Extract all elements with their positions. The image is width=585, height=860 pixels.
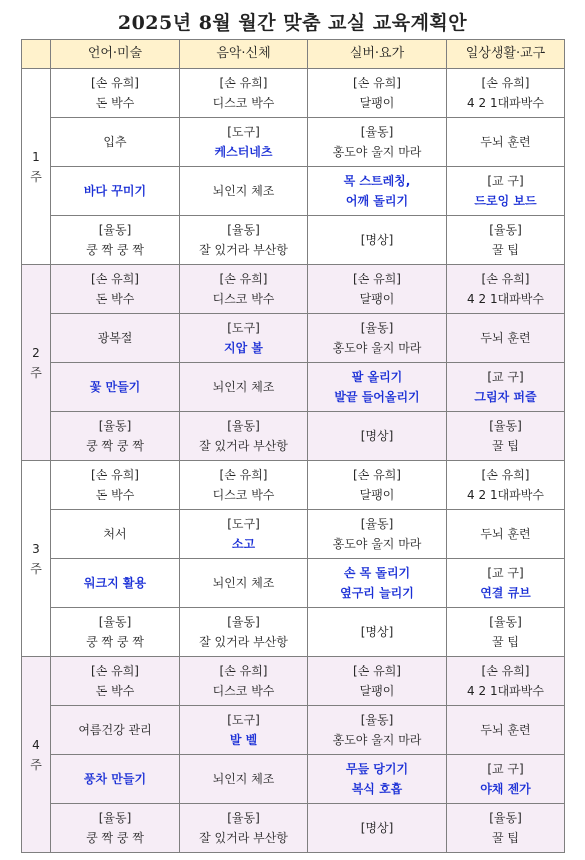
activity-text: 쿵 짝 쿵 짝: [86, 831, 144, 845]
activity-text: 달팽이: [359, 488, 395, 502]
activity-text: 달팽이: [359, 96, 395, 110]
activity-text: 뇌인지 체조: [212, 576, 275, 590]
activity-text: [율동]: [489, 419, 522, 433]
corner-header: [22, 40, 51, 69]
activity-cell: [308, 755, 447, 804]
activity-text: [율동]: [360, 517, 394, 531]
activity-text: [교 구]: [487, 762, 524, 776]
activity-cell: [447, 461, 565, 510]
activity-text: [명상]: [360, 429, 394, 443]
week-label: [22, 657, 51, 853]
week-label-text: 주: [30, 757, 42, 772]
activity-text: [율동]: [227, 615, 260, 629]
activity-cell: [447, 559, 565, 608]
activity-text: [손 유희]: [219, 272, 268, 286]
activity-text: 처서: [103, 527, 127, 541]
activity-text: 뇌인지 체조: [212, 184, 275, 198]
week-label: [22, 461, 51, 657]
page-title: 2025년 8월 월간 맞춤 교실 교육계획안: [117, 12, 468, 34]
activity-cell: [447, 755, 565, 804]
activity-cell: [308, 657, 447, 706]
activity-cell: [447, 69, 565, 118]
activity-cell: [308, 265, 447, 314]
activity-cell: [308, 216, 447, 265]
week-block-1: [22, 69, 565, 265]
activity-text: [율동]: [98, 615, 132, 629]
table-row: [22, 167, 565, 216]
activity-highlight-text: 케스터네츠: [214, 145, 273, 159]
column-header-music-body: 음악·신체: [180, 40, 308, 69]
activity-text: 꿀 팁: [492, 439, 519, 453]
activity-text: 디스코 박수: [212, 96, 275, 110]
activity-text: 두뇌 훈련: [480, 723, 531, 737]
week-label: [22, 69, 51, 265]
activity-text: [율동]: [98, 223, 132, 237]
activity-cell: [308, 412, 447, 461]
activity-text: 꿀 팁: [492, 831, 519, 845]
activity-cell: [51, 314, 180, 363]
activity-cell: [180, 706, 308, 755]
table-row: [22, 657, 565, 706]
table-row: [22, 363, 565, 412]
activity-highlight-text: 목 스트레칭,: [343, 174, 411, 188]
activity-text: 홍도야 울지 마라: [332, 537, 422, 551]
week-label-text: 주: [30, 169, 42, 184]
table-row: [22, 69, 565, 118]
week-block-2: [22, 265, 565, 461]
activity-text: [손 유희]: [91, 468, 139, 482]
activity-cell: [180, 265, 308, 314]
activity-cell: [51, 804, 180, 853]
activity-cell: [447, 118, 565, 167]
activity-text: [율동]: [227, 811, 260, 825]
activity-cell: [308, 559, 447, 608]
week-block-3: [22, 461, 565, 657]
activity-text: [교 구]: [487, 566, 524, 580]
activity-cell: [447, 265, 565, 314]
activity-text: 홍도야 울지 마라: [332, 145, 422, 159]
activity-cell: [308, 461, 447, 510]
activity-highlight-text: 팔 올리기: [351, 370, 403, 384]
week-label-text: 주: [30, 561, 42, 576]
week-label-text: 4: [32, 737, 40, 752]
activity-text: 4 2 1대파박수: [467, 684, 544, 698]
table-row: [22, 804, 565, 853]
column-header-daily-life: 일상생활·교구: [447, 40, 565, 69]
activity-text: 4 2 1대파박수: [467, 292, 544, 306]
activity-text: 쿵 짝 쿵 짝: [86, 635, 144, 649]
activity-text: [율동]: [360, 713, 394, 727]
activity-text: [손 유희]: [353, 468, 401, 482]
activity-text: 디스코 박수: [212, 684, 275, 698]
activity-text: 홍도야 울지 마라: [332, 341, 422, 355]
activity-text: 돈 박수: [95, 292, 135, 306]
activity-highlight-text: 소고: [231, 537, 256, 551]
activity-text: [명상]: [360, 233, 394, 247]
activity-text: [율동]: [227, 223, 260, 237]
activity-highlight-text: 풍차 만들기: [83, 772, 147, 786]
activity-text: 잘 있거라 부산항: [199, 635, 288, 649]
activity-text: [율동]: [360, 321, 394, 335]
activity-text: [도구]: [227, 517, 260, 531]
activity-cell: [180, 69, 308, 118]
activity-cell: [180, 461, 308, 510]
activity-text: [율동]: [360, 125, 394, 139]
table-row: [22, 216, 565, 265]
activity-text: [명상]: [360, 821, 394, 835]
activity-text: [손 유희]: [219, 76, 268, 90]
activity-text: [손 유희]: [91, 272, 139, 286]
activity-cell: [308, 118, 447, 167]
activity-text: [손 유희]: [91, 76, 139, 90]
activity-cell: [447, 216, 565, 265]
table-row: [22, 412, 565, 461]
activity-cell: [51, 510, 180, 559]
activity-cell: [308, 363, 447, 412]
table-row: [22, 461, 565, 510]
table-row: [22, 755, 565, 804]
activity-cell: [51, 216, 180, 265]
activity-text: 돈 박수: [95, 488, 135, 502]
activity-cell: [447, 167, 565, 216]
activity-highlight-text: 무듶 당기기: [345, 762, 409, 776]
activity-cell: [180, 804, 308, 853]
activity-cell: [180, 167, 308, 216]
activity-highlight-text: 발 벨: [229, 733, 258, 747]
activity-cell: [51, 69, 180, 118]
activity-text: 쿵 짝 쿵 짝: [86, 243, 144, 257]
activity-highlight-text: 지압 볼: [224, 341, 263, 355]
activity-cell: [180, 412, 308, 461]
activity-text: [교 구]: [487, 174, 524, 188]
activity-text: [도구]: [227, 125, 260, 139]
lesson-plan-table: [21, 39, 565, 853]
activity-cell: [308, 167, 447, 216]
table-row: [22, 608, 565, 657]
activity-highlight-text: 꽃 만들기: [89, 380, 141, 394]
activity-text: [도구]: [227, 713, 260, 727]
activity-text: [율동]: [489, 615, 522, 629]
activity-text: [율동]: [489, 811, 522, 825]
activity-text: 두뇌 훈련: [480, 135, 531, 149]
activity-cell: [180, 510, 308, 559]
week-block-4: [22, 657, 565, 853]
activity-cell: [180, 559, 308, 608]
activity-cell: [308, 706, 447, 755]
activity-cell: [51, 461, 180, 510]
activity-text: [도구]: [227, 321, 260, 335]
activity-cell: [447, 657, 565, 706]
activity-text: 디스코 박수: [212, 488, 275, 502]
week-label-text: 2: [32, 345, 40, 360]
activity-text: 뇌인지 체조: [212, 380, 275, 394]
activity-cell: [51, 363, 180, 412]
activity-text: [손 유희]: [481, 664, 530, 678]
activity-cell: [51, 412, 180, 461]
activity-cell: [308, 69, 447, 118]
activity-highlight-text: 연결 큐브: [480, 586, 531, 600]
column-header-silver-yoga: 실버·요가: [308, 40, 447, 69]
activity-cell: [180, 314, 308, 363]
activity-text: 쿵 짝 쿵 짝: [86, 439, 144, 453]
activity-text: 여름건강 관리: [78, 723, 152, 737]
activity-cell: [180, 216, 308, 265]
activity-cell: [308, 608, 447, 657]
activity-cell: [51, 167, 180, 216]
activity-cell: [447, 608, 565, 657]
activity-cell: [180, 755, 308, 804]
activity-cell: [308, 314, 447, 363]
activity-cell: [447, 412, 565, 461]
activity-highlight-text: 워크지 활용: [83, 576, 147, 590]
activity-text: [율동]: [98, 811, 132, 825]
activity-text: 4 2 1대파박수: [467, 96, 544, 110]
activity-cell: [308, 510, 447, 559]
activity-text: 달팽이: [359, 292, 395, 306]
activity-highlight-text: 어깨 돌리기: [345, 194, 409, 208]
table-row: [22, 706, 565, 755]
activity-highlight-text: 복식 호흡: [351, 782, 403, 796]
activity-text: 홍도야 울지 마라: [332, 733, 422, 747]
week-label-text: 1: [32, 149, 40, 164]
activity-text: [율동]: [98, 419, 132, 433]
activity-text: 디스코 박수: [212, 292, 275, 306]
week-label-text: 3: [32, 541, 40, 556]
activity-highlight-text: 손 목 돌리기: [343, 566, 411, 580]
activity-highlight-text: 그림자 퍼즐: [474, 390, 537, 404]
activity-text: [손 유희]: [353, 272, 401, 286]
activity-text: [손 유희]: [481, 76, 530, 90]
activity-text: [손 유희]: [353, 76, 401, 90]
activity-text: [손 유희]: [91, 664, 139, 678]
activity-cell: [447, 363, 565, 412]
activity-text: [손 유희]: [353, 664, 401, 678]
column-header-language-art: 언어·미술: [51, 40, 180, 69]
activity-text: [손 유희]: [219, 468, 268, 482]
activity-text: 잘 있거라 부산항: [199, 831, 288, 845]
activity-highlight-text: 야채 젠가: [480, 782, 531, 796]
table-row: [22, 559, 565, 608]
activity-text: 입추: [103, 135, 127, 149]
activity-highlight-text: 발끝 들어올리기: [334, 390, 420, 404]
activity-text: [교 구]: [487, 370, 524, 384]
header-row: [22, 40, 565, 69]
table-row: [22, 118, 565, 167]
activity-highlight-text: 옆구리 늘리기: [340, 586, 414, 600]
table-row: [22, 510, 565, 559]
week-label: [22, 265, 51, 461]
activity-cell: [180, 657, 308, 706]
activity-text: [율동]: [227, 419, 260, 433]
activity-text: 잘 있거라 부산항: [199, 439, 288, 453]
activity-cell: [51, 608, 180, 657]
activity-cell: [447, 510, 565, 559]
activity-text: 4 2 1대파박수: [467, 488, 544, 502]
activity-cell: [447, 706, 565, 755]
activity-cell: [180, 363, 308, 412]
activity-text: 잘 있거라 부산항: [199, 243, 288, 257]
activity-text: [명상]: [360, 625, 394, 639]
activity-cell: [308, 804, 447, 853]
activity-cell: [51, 755, 180, 804]
activity-cell: [51, 706, 180, 755]
activity-text: [손 유희]: [219, 664, 268, 678]
activity-cell: [180, 608, 308, 657]
activity-text: 꿀 팁: [492, 635, 519, 649]
activity-text: [손 유희]: [481, 272, 530, 286]
activity-cell: [51, 559, 180, 608]
week-label-text: 주: [30, 365, 42, 380]
activity-cell: [447, 314, 565, 363]
activity-text: [손 유희]: [481, 468, 530, 482]
activity-text: 광복절: [97, 331, 133, 345]
activity-text: 달팽이: [359, 684, 395, 698]
activity-text: 꿀 팁: [492, 243, 519, 257]
activity-text: 두뇌 훈련: [480, 527, 531, 541]
activity-text: 뇌인지 체조: [212, 772, 275, 786]
activity-text: 두뇌 훈련: [480, 331, 531, 345]
table-row: [22, 265, 565, 314]
activity-text: 돈 박수: [95, 684, 135, 698]
activity-cell: [51, 657, 180, 706]
activity-highlight-text: 드로잉 보드: [474, 194, 537, 208]
activity-cell: [51, 118, 180, 167]
activity-cell: [51, 265, 180, 314]
activity-text: [율동]: [489, 223, 522, 237]
activity-cell: [447, 804, 565, 853]
table-row: [22, 314, 565, 363]
activity-text: 돈 박수: [95, 96, 135, 110]
activity-cell: [180, 118, 308, 167]
activity-highlight-text: 바다 꾸미기: [83, 184, 147, 198]
